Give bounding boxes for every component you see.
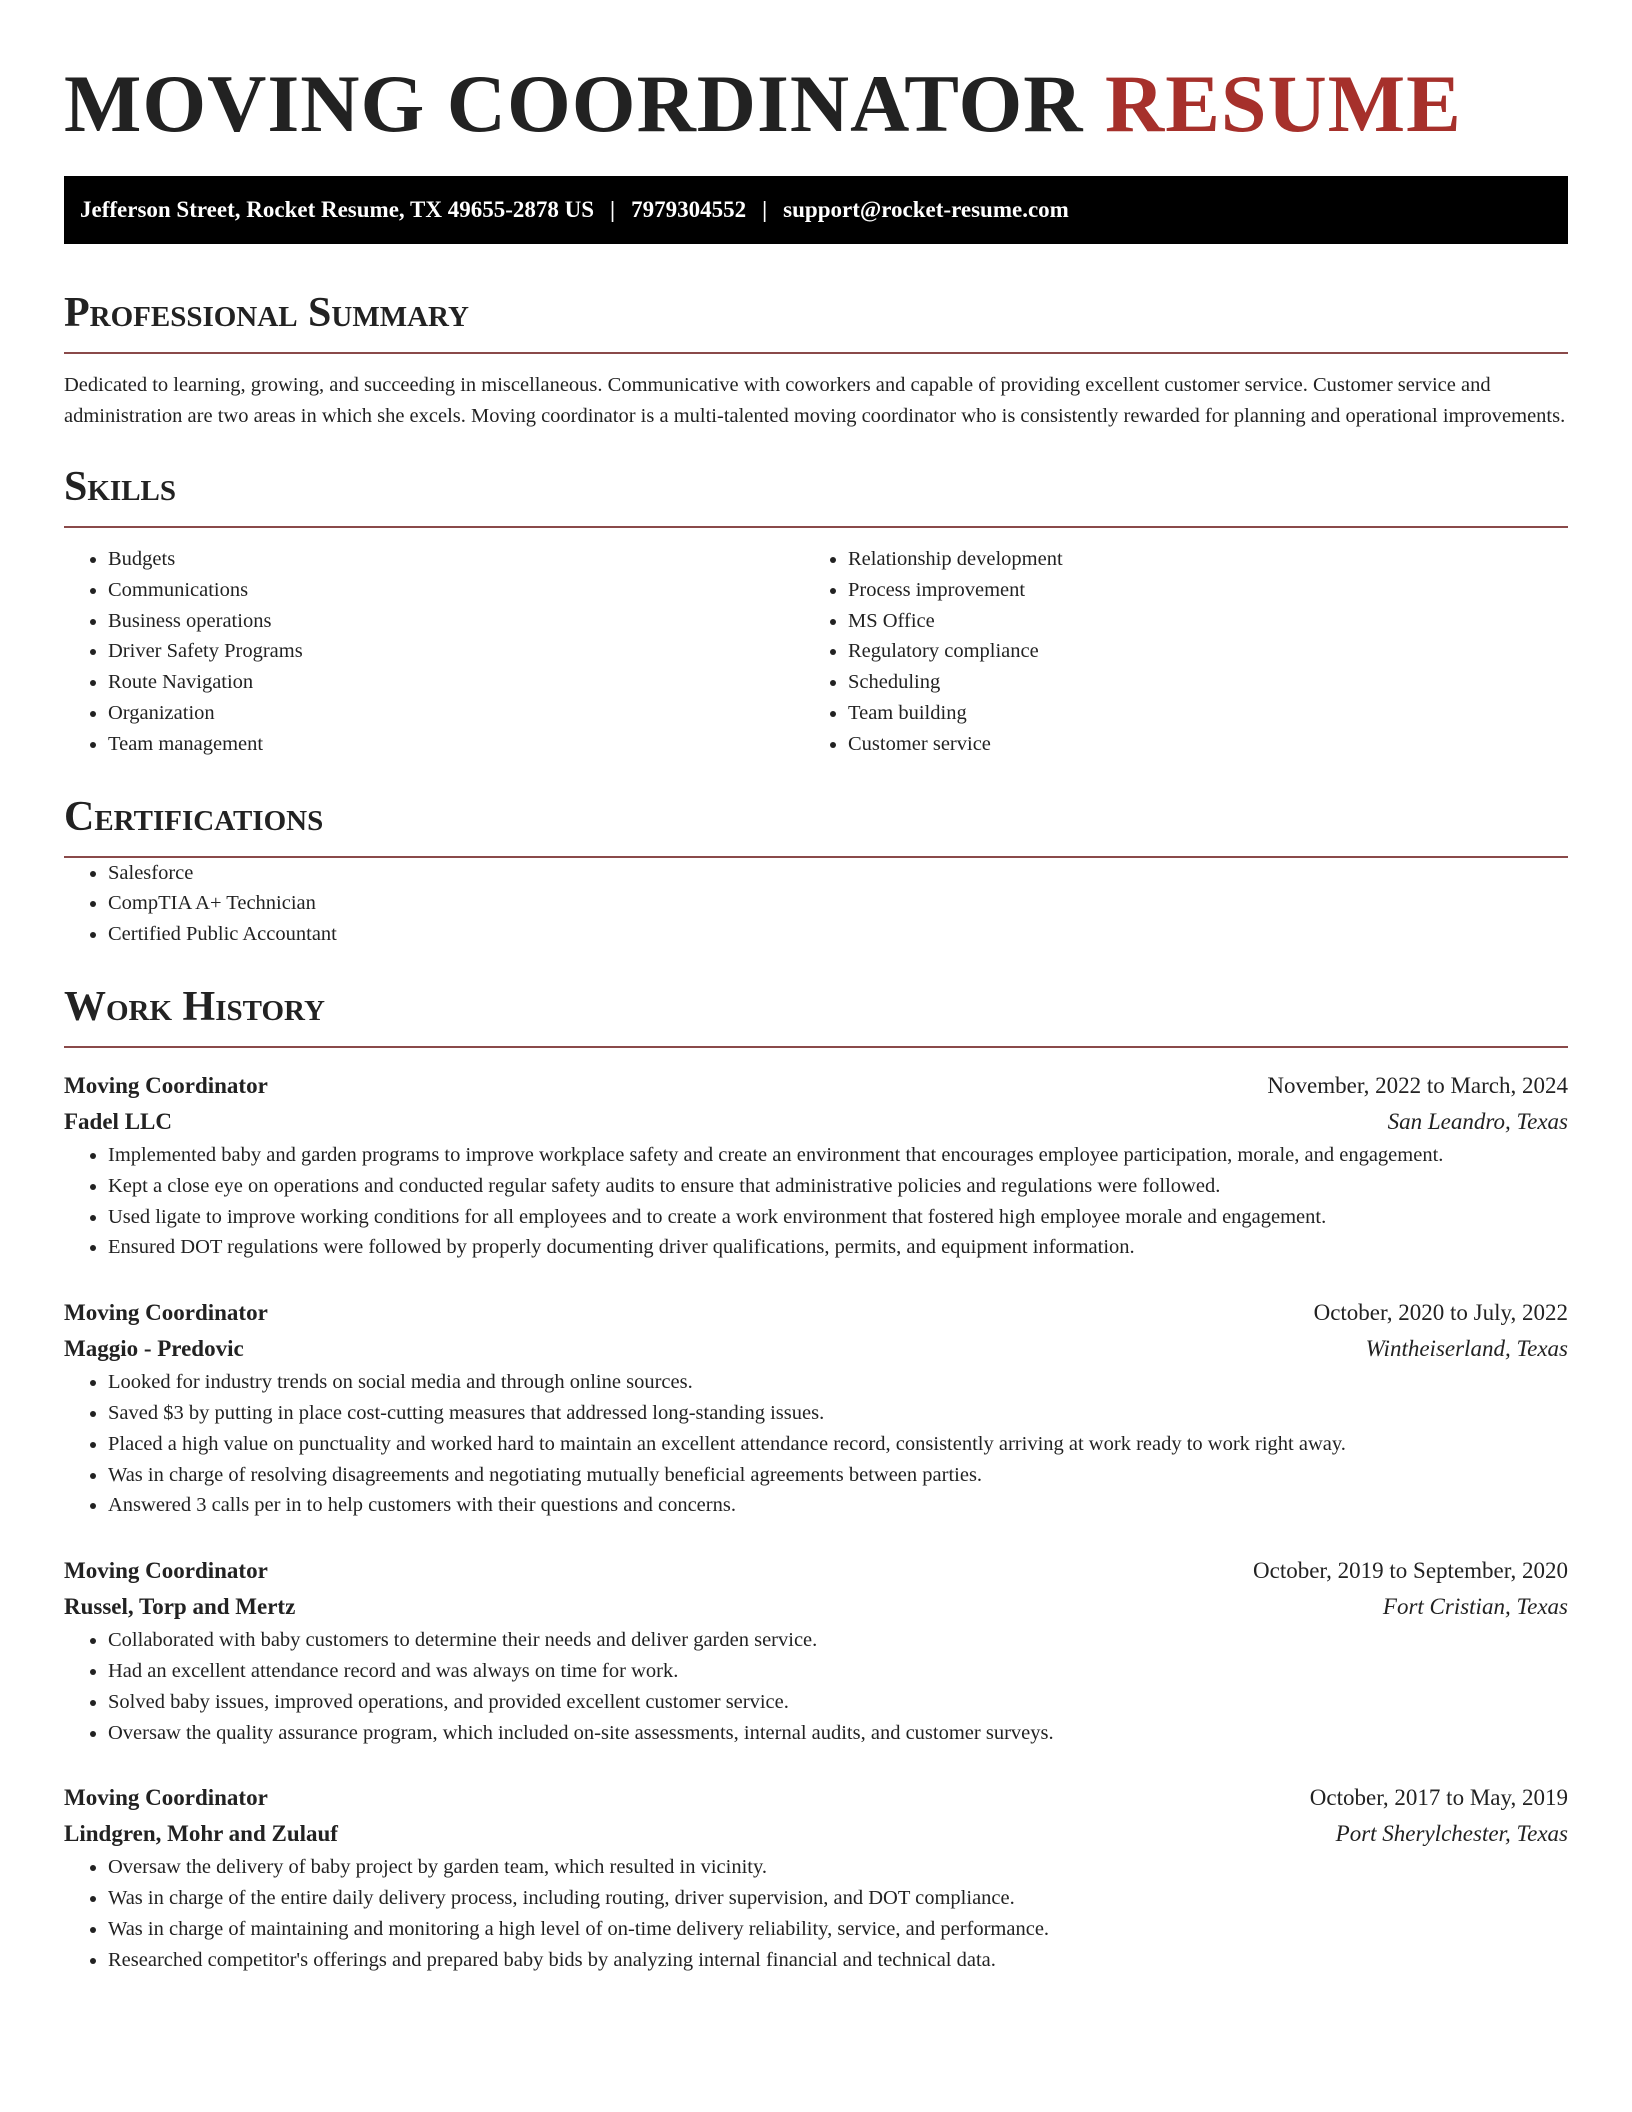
- professional-summary-section: [64, 288, 1568, 432]
- job-company: Fadel LLC: [64, 1108, 172, 1134]
- job-dates: November, 2022 to March, 2024: [1267, 1072, 1568, 1098]
- job-bullet: • Saved $3 by putting in place cost-cutting measures that addressed long-standing issues.: [108, 1398, 1568, 1429]
- skill-item: • Customer service: [848, 729, 1544, 760]
- job-bullet: • Researched competitor's offerings and prepared baby bids by analyzing internal financial and technical data.: [108, 1945, 1568, 1976]
- job-bullets: [64, 1140, 1568, 1263]
- job-header-row: [64, 1780, 1568, 1816]
- skill-item: • Communications: [108, 575, 804, 606]
- certifications-list: [64, 858, 1568, 950]
- job-bullet: • Answered 3 calls per in to help customers with their questions and concerns.: [108, 1490, 1568, 1521]
- skills-section: [64, 462, 1568, 760]
- job-company: Lindgren, Mohr and Zulauf: [64, 1821, 338, 1847]
- contact-email: support@rocket-resume.com: [783, 197, 1069, 222]
- job-bullet: • Was in charge of the entire daily delivery process, including routing, driver supervision, and DOT compliance.: [108, 1883, 1568, 1914]
- skill-item: • Team management: [108, 729, 804, 760]
- skill-item: • Organization: [108, 698, 804, 729]
- job-entry: [64, 1780, 1568, 1975]
- job-header-row: [64, 1068, 1568, 1104]
- job-entry: [64, 1295, 1568, 1521]
- section-heading-summary: Professional Summary: [64, 290, 469, 336]
- job-company-row: [64, 1104, 1568, 1140]
- job-location: Wintheiserland, Texas: [1365, 1336, 1568, 1362]
- job-bullets: [64, 1852, 1568, 1975]
- certification-item: • CompTIA A+ Technician: [108, 888, 1568, 919]
- skill-item: • Scheduling: [848, 667, 1544, 698]
- job-bullet: • Solved baby issues, improved operations, and provided excellent customer service.: [108, 1687, 1568, 1718]
- skill-item: • Team building: [848, 698, 1544, 729]
- contact-phone: 7979304552: [631, 197, 747, 222]
- job-bullets: [64, 1367, 1568, 1521]
- skill-item: • Driver Safety Programs: [108, 636, 804, 667]
- job-bullet: • Oversaw the quality assurance program, which included on-site assessments, internal audits, and customer surveys.: [108, 1718, 1568, 1749]
- skill-item: • Business operations: [108, 606, 804, 637]
- job-company-row: [64, 1816, 1568, 1852]
- section-divider: [64, 1046, 1568, 1048]
- job-header-row: [64, 1553, 1568, 1589]
- job-company-row: [64, 1331, 1568, 1367]
- section-heading-certifications: Certifications: [64, 793, 324, 840]
- job-bullet: • Implemented baby and garden programs to improve workplace safety and create an environment that encourages employee participation, morale, and engagement.: [108, 1140, 1568, 1171]
- job-title: Moving Coordinator: [64, 1558, 268, 1584]
- contact-bar: [64, 176, 1568, 244]
- job-bullet: • Looked for industry trends on social media and through online sources.: [108, 1367, 1568, 1398]
- job-bullet: • Oversaw the delivery of baby project by garden team, which resulted in vicinity.: [108, 1852, 1568, 1883]
- job-dates: October, 2020 to July, 2022: [1313, 1300, 1568, 1326]
- skill-item: • Regulatory compliance: [848, 636, 1544, 667]
- job-title: Moving Coordinator: [64, 1072, 268, 1098]
- job-bullet: • Used ligate to improve working conditions for all employees and to create a work environment that fostered high employee morale and engagement.: [108, 1202, 1568, 1233]
- skill-item: • MS Office: [848, 606, 1544, 637]
- section-divider: [64, 352, 1568, 354]
- contact-separator: |: [762, 197, 768, 222]
- work-history-section: [64, 982, 1568, 1976]
- job-bullet: • Ensured DOT regulations were followed by properly documenting driver qualifications, permits, and equipment information.: [108, 1232, 1568, 1263]
- title-main: MOVING COORDINATOR: [64, 58, 1084, 149]
- skill-item: • Route Navigation: [108, 667, 804, 698]
- certifications-section: [64, 792, 1568, 950]
- job-company: Maggio - Predovic: [64, 1336, 244, 1362]
- certification-item: • Salesforce: [108, 858, 1568, 889]
- skills-list-left: [64, 544, 804, 760]
- job-company-row: [64, 1589, 1568, 1625]
- job-bullet: • Collaborated with baby customers to determine their needs and deliver garden service.: [108, 1625, 1568, 1656]
- job-title: Moving Coordinator: [64, 1785, 268, 1811]
- certification-item: • Certified Public Accountant: [108, 919, 1568, 950]
- section-divider: [64, 526, 1568, 528]
- contact-address: Jefferson Street, Rocket Resume, TX 49655-2878 US: [80, 197, 595, 222]
- job-entry: [64, 1553, 1568, 1748]
- skills-grid: [64, 544, 1568, 760]
- job-bullet: • Was in charge of resolving disagreements and negotiating mutually beneficial agreements between parties.: [108, 1460, 1568, 1491]
- skill-item: • Budgets: [108, 544, 804, 575]
- job-bullet: • Kept a close eye on operations and conducted regular safety audits to ensure that administrative policies and regulations were followed.: [108, 1171, 1568, 1202]
- job-company: Russel, Torp and Mertz: [64, 1594, 296, 1620]
- skill-item: • Relationship development: [848, 544, 1544, 575]
- job-bullet: • Was in charge of maintaining and monitoring a high level of on-time delivery reliability, service, and performance.: [108, 1914, 1568, 1945]
- job-dates: October, 2019 to September, 2020: [1253, 1558, 1568, 1584]
- job-header-row: [64, 1295, 1568, 1331]
- contact-separator: |: [610, 197, 616, 222]
- job-dates: October, 2017 to May, 2019: [1309, 1785, 1568, 1811]
- title-accent: RESUME: [1105, 58, 1462, 149]
- section-heading-skills: Skills: [64, 464, 177, 510]
- job-location: Fort Cristian, Texas: [1382, 1594, 1568, 1620]
- job-location: Port Sherylchester, Texas: [1335, 1821, 1568, 1847]
- skill-item: • Process improvement: [848, 575, 1544, 606]
- job-title: Moving Coordinator: [64, 1300, 268, 1326]
- job-location: San Leandro, Texas: [1387, 1108, 1568, 1134]
- job-bullet: • Had an excellent attendance record and was always on time for work.: [108, 1656, 1568, 1687]
- resume-title: [64, 54, 1568, 154]
- section-heading-work-history: Work History: [64, 983, 325, 1030]
- job-entry: [64, 1068, 1568, 1263]
- job-bullets: [64, 1625, 1568, 1748]
- skills-list-right: [804, 544, 1544, 760]
- job-bullet: • Placed a high value on punctuality and worked hard to maintain an excellent attendance record, consistently arriving at work ready to work right away.: [108, 1429, 1568, 1460]
- summary-text: Dedicated to learning, growing, and succeeding in miscellaneous. Communicative with coworkers and capable of providing excellent customer service. Customer service and administration are two areas in which she excels. Moving coordinator is a multi-talented moving coordinator who is consistently rewarded for planning and operational improvements.: [64, 374, 1566, 427]
